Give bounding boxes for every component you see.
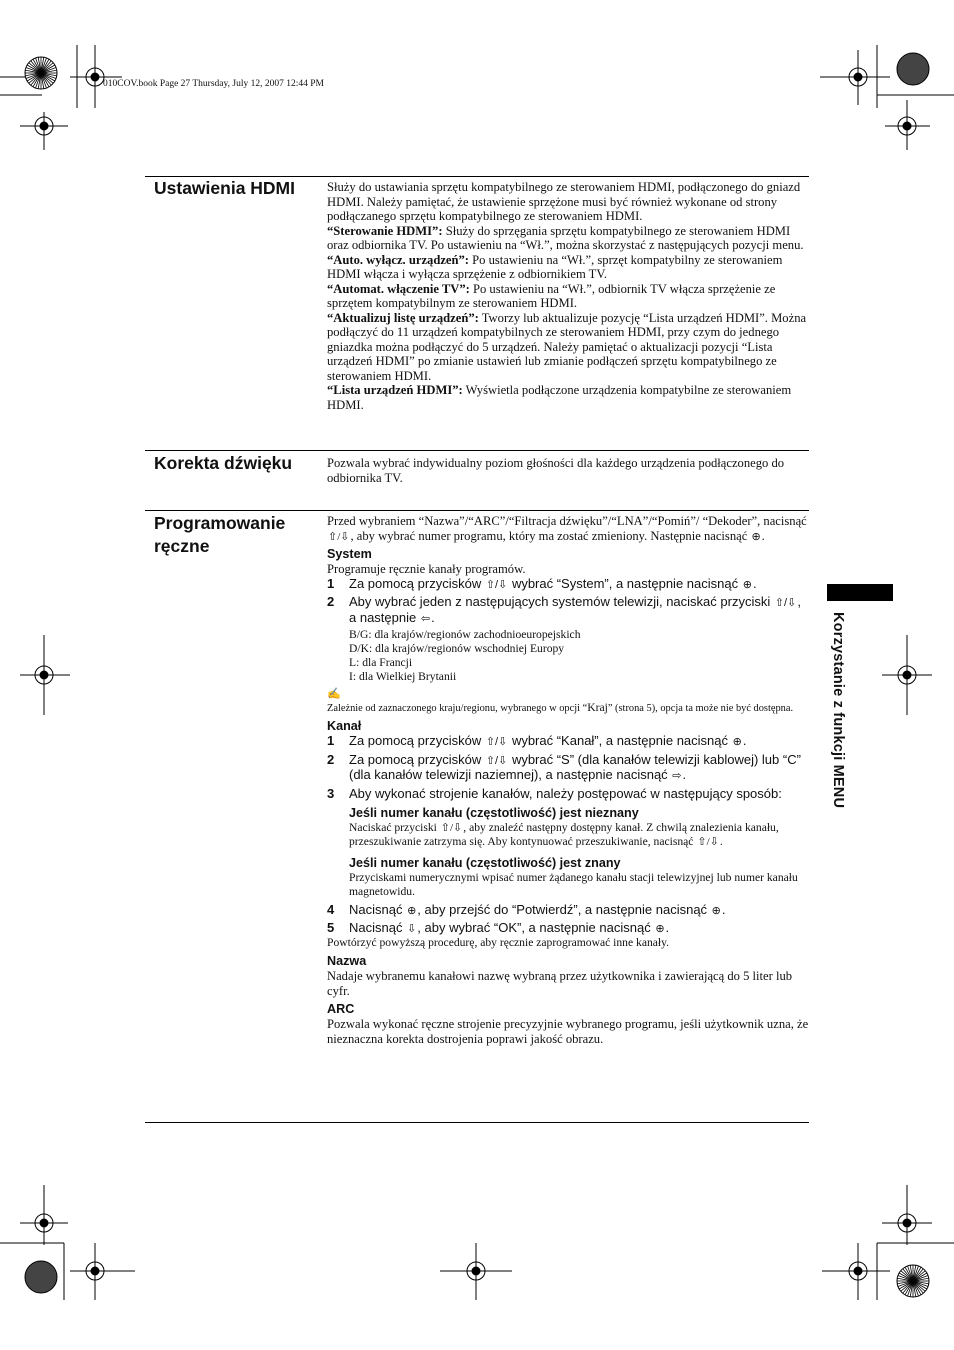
section-body-sound — [327, 456, 811, 485]
kanal-step-4: 4 Nacisnąć ⊕, aby przejść do “Potwierdź”, a następnie nacisnąć ⊕. — [327, 902, 726, 917]
system-list-item: B/G: dla krajów/regionów zachodnioeuropejskich — [349, 628, 581, 641]
up-down-arrow-icon: ⇧/⇩ — [328, 530, 350, 543]
hdmi-intro: Służy do ustawiania sprzętu kompatybilnego ze sterowaniem HDMI, podłączonego do gniazd HDMI. Należy pamiętać, że ustawienie sprzężone musi być również wykonane od strony podłączanego sprzętu kompatybilnego ze sterowaniem HDMI. — [327, 180, 801, 223]
subheading-arc: ARC — [327, 1002, 355, 1016]
ok-button-icon: ⊕ — [407, 905, 417, 917]
up-down-arrow-icon: ⇧/⇩ — [440, 822, 463, 834]
kanal-step-1: 1 Za pomocą przycisków ⇧/⇩ wybrać “Kanał”, a następnie nacisnąć ⊕. — [327, 733, 747, 748]
system-note: Zależnie od zaznaczonego kraju/regionu, wybranego w opcji “Kraj” (strona 5), opcja ta może nie być dostępna. — [327, 701, 794, 714]
hdmi-item: “Aktualizuj listę urządzeń”: Tworzy lub aktualizuje pozycję “Lista urządzeń HDMI”. Można podłączyć do 11 urządzeń kompatybilnych ze sterowaniem HDMI, przy czym do jednego gniazdka można podłączyć do 5 urządzeń. Należy pamiętać o aktualizacji pozycji “Lista urządzeń HDMI” po zmianie ustawień lub zmianie podłączeń sprzętu kompatybilnego ze sterowaniem HDMI. — [327, 310, 807, 383]
system-list-item: D/K: dla krajów/regionów wschodniej Europy — [349, 642, 565, 655]
subheading-nazwa: Nazwa — [327, 954, 367, 968]
section-divider — [145, 1122, 809, 1123]
right-arrow-icon: ⇨ — [672, 770, 682, 782]
ok-button-icon: ⊕ — [655, 922, 665, 935]
unknown-frequency-text: Naciskać przyciski ⇧/⇩, aby znaleźć następny dostępny kanał. Z chwilą znalezienia kanału, przeszukiwanie zatrzyma się. Aby kontynuować przeszukiwanie, nacisnąć ⇧/⇩. — [349, 821, 779, 848]
kanal-step-3: 3 Aby wykonać strojenie kanałów, należy postępować w następujący sposób: — [327, 785, 782, 801]
hdmi-item: “Auto. wyłącz. urządzeń”: Po ustawieniu na “Wł.”, sprzęt kompatybilny ze sterowaniem HDMI włącza i wyłącza sprzężenie z odbiornikiem TV. — [327, 252, 783, 281]
section-body-hdmi — [327, 180, 811, 412]
system-list-item: L: dla Francji — [349, 656, 413, 669]
system-list — [327, 628, 811, 684]
kanal-repeat-note: Powtórzyć powyższą procedurę, aby ręcznie zaprogramować inne kanały. — [327, 936, 670, 949]
side-tab-marker — [827, 584, 893, 601]
up-down-arrow-icon: ⇧/⇩ — [485, 736, 508, 748]
down-arrow-icon: ⇩ — [407, 922, 417, 935]
section-body-manual — [327, 514, 811, 1046]
section-title-sound: Korekta dźwięku — [154, 453, 293, 473]
section-title-hdmi: Ustawienia HDMI — [154, 178, 295, 198]
section-divider — [145, 450, 809, 451]
subheading-unknown-frequency: Jeśli numer kanału (częstotliwość) jest nieznany — [349, 806, 639, 820]
up-down-arrow-icon: ⇧/⇩ — [485, 578, 508, 591]
kanal-step-5: 5 Nacisnąć ⇩, aby wybrać “OK”, a następnie nacisnąć ⊕. — [327, 919, 670, 935]
manual-intro: Przed wybraniem “Nazwa”/“ARC”/“Filtracja dźwięku”/“LNA”/“Pomiń”/ “Dekoder”, nacisnąć ⇧/⇩, aby wybrać numer programu, który ma zostać zmieniony. Następnie nacisnąć ⊕. — [327, 514, 807, 543]
sound-text: Pozwala wybrać indywidualny poziom głośności dla każdego urządzenia podłączonego do odbiornika TV. — [327, 456, 785, 485]
side-tab-label: Korzystanie z funkcji MENU — [830, 612, 846, 809]
known-frequency-text: Przyciskami numerycznymi wpisać numer żądanego kanału stacji telewizyjnej lub numer kanału magnetowidu. — [349, 871, 798, 898]
kanal-unknown-block — [327, 806, 811, 899]
system-list-item: I: dla Wielkiej Brytanii — [349, 670, 457, 683]
ok-button-icon: ⊕ — [711, 905, 721, 917]
subheading-system: System — [327, 547, 372, 561]
nazwa-text: Nadaje wybranemu kanałowi nazwę wybraną przez użytkownika i zawierającą do 5 liter lub cyfr. — [327, 969, 793, 998]
side-tab — [826, 612, 848, 848]
system-step-2: 2 Aby wybrać jeden z następujących systemów telewizji, naciskać przyciski ⇧/⇩, a następnie ⇦. — [327, 594, 801, 625]
arc-text: Pozwala wykonać ręczne strojenie precyzyjnie wybranego programu, jeśli użytkownik uzna, że nieznaczna korekta dostrojenia poprawi jakość obrazu. — [327, 1017, 809, 1046]
left-arrow-icon: ⇦ — [420, 612, 431, 625]
ok-button-icon: ⊕ — [732, 736, 742, 748]
kanal-step-2: 2 Za pomocą przycisków ⇧/⇩ wybrać “S” (dla kanałów telewizji kablowej) lub “C” (dla kanałów telewizji naziemnej), a następnie nacisnąć ⇨. — [327, 751, 801, 782]
up-down-arrow-icon: ⇧/⇩ — [485, 754, 508, 767]
system-step-1: 1 Za pomocą przycisków ⇧/⇩ wybrać “System”, a następnie nacisnąć ⊕. — [327, 575, 757, 591]
ok-button-icon: ⊕ — [742, 578, 752, 591]
hdmi-item: “Lista urządzeń HDMI”: Wyświetla podłączone urządzenia kompatybilne ze sterowaniem HDMI. — [327, 383, 792, 412]
system-desc: Programuje ręcznie kanały programów. — [327, 562, 526, 576]
hdmi-item: “Automat. włączenie TV”: Po ustawieniu na “Wł.”, odbiornik TV włącza sprzężenie ze sprzętem kompatybilnym ze sterowaniem HDMI. — [327, 281, 776, 310]
note-icon: ✍ — [327, 688, 341, 700]
up-down-arrow-icon: ⇧/⇩ — [697, 836, 719, 848]
ok-button-icon: ⊕ — [751, 530, 761, 543]
section-divider — [145, 510, 809, 511]
subheading-known-frequency: Jeśli numer kanału (częstotliwość) jest znany — [349, 856, 621, 870]
page-header-line: 010COV.book Page 27 Thursday, July 12, 2007 12:44 PM — [103, 79, 324, 89]
up-down-arrow-icon: ⇧/⇩ — [774, 597, 797, 609]
subheading-kanal: Kanał — [327, 719, 362, 733]
hdmi-item: “Sterowanie HDMI”: Służy do sprzęgania sprzętu kompatybilnego ze sterowaniem HDMI oraz odbiornika TV. Po ustawieniu na “Wł.”, można skorzystać z następujących pozycji menu. — [327, 223, 804, 252]
section-title-manual: Programowanie ręczne — [154, 513, 286, 556]
